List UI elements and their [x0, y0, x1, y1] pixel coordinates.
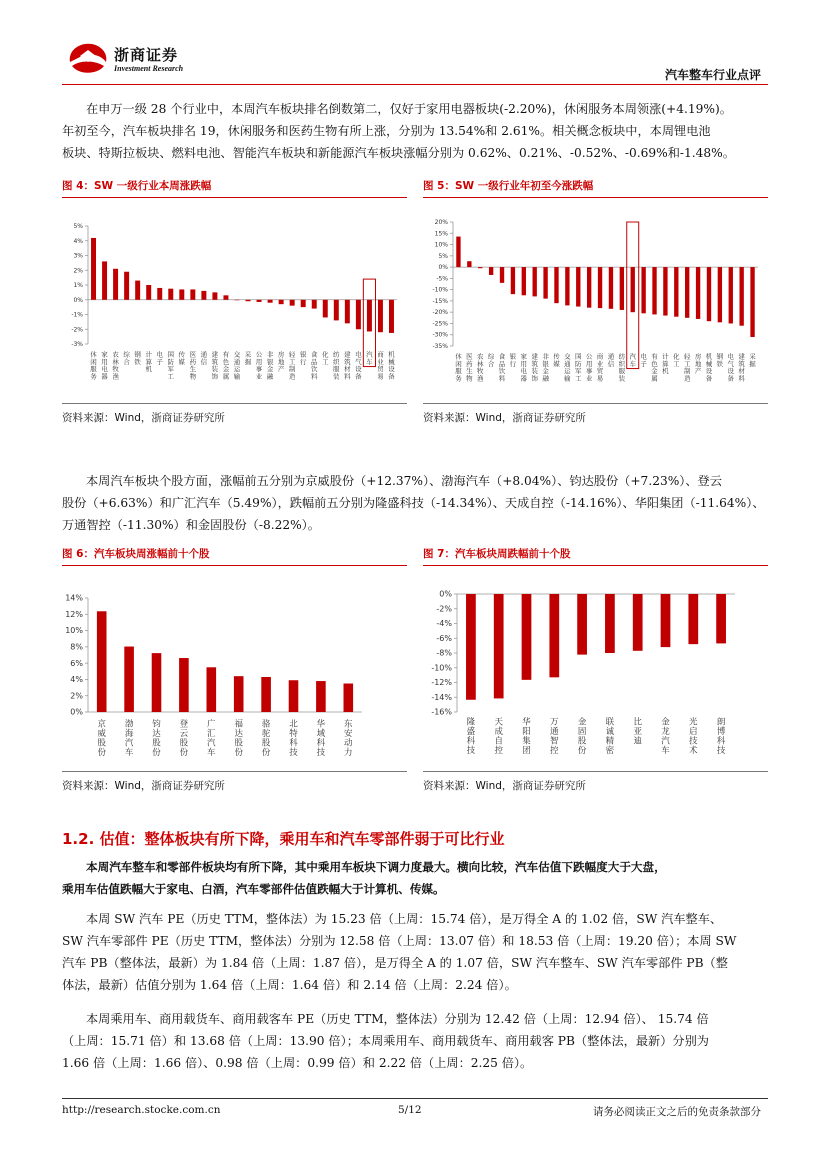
bar [234, 676, 244, 712]
page-number: 5/12 [398, 1104, 422, 1116]
text-line: 本周乘用车、商用载货车、商用载客车 PE（历史 TTM，整体法）分别为 12.42 倍（上周：12.94 倍）、 15.74 倍 [86, 1012, 709, 1026]
category-label: 朗博科技 [716, 717, 726, 757]
text-line: 1.66 倍（上周：1.66 倍）、0.98 倍（上周：0.99 倍）和 2.22 倍（上周：2.25 倍）。 [62, 1056, 533, 1070]
text-line: 乘用车估值跌幅大于家电、白酒，汽车零部件估值跌幅大于计算机、传媒。 [62, 882, 445, 896]
paragraph-stock-performance [62, 470, 768, 536]
y-tick-label: 8% [70, 642, 83, 652]
bar [207, 667, 217, 712]
y-tick-label: -10% [432, 286, 448, 294]
category-label: 交通运输 [233, 350, 241, 381]
figure-source: 资料来源：Wind，浙商证券研究所 [423, 412, 586, 424]
y-tick-label: 0% [438, 264, 448, 272]
category-label: 家用电器 [101, 350, 108, 381]
category-label: 农林牧渔 [112, 350, 119, 381]
bar [631, 267, 635, 312]
figure-source: 资料来源：Wind，浙商证券研究所 [62, 412, 225, 424]
bar [609, 267, 613, 309]
bar [522, 267, 526, 295]
category-label: 医药生物 [189, 350, 197, 381]
bar [152, 653, 162, 712]
bar [489, 267, 493, 275]
category-label: 广汇汽车 [207, 719, 216, 759]
category-label: 房地产 [694, 352, 702, 376]
category-label: 有色金属 [222, 350, 230, 381]
bar [124, 272, 129, 300]
bar [641, 267, 645, 313]
figure-5 [423, 198, 768, 404]
bar [478, 267, 482, 268]
bar [168, 289, 173, 300]
bar [290, 300, 295, 306]
y-tick-label: -35% [432, 343, 448, 350]
bar [533, 267, 537, 296]
category-label: 轻工制造 [683, 352, 691, 383]
category-label: 建筑装饰 [531, 352, 538, 383]
bar [212, 292, 217, 299]
category-label: 隆盛科技 [466, 717, 476, 757]
bar [565, 267, 569, 305]
category-label: 建筑材料 [738, 352, 745, 383]
category-label: 轻工制造 [288, 350, 296, 381]
category-label: 计算机 [662, 352, 669, 376]
bar [389, 300, 394, 333]
category-label: 家用电器 [520, 352, 528, 383]
bar [549, 594, 559, 677]
y-tick-label: 0% [439, 589, 452, 599]
category-label: 联诚精密 [605, 717, 615, 757]
figure-title: 图 5：SW 一级行业年初至今涨跌幅 [423, 178, 768, 198]
category-label: 化工 [673, 352, 680, 368]
category-label: 电子 [156, 350, 163, 366]
bar [102, 261, 107, 299]
bar [466, 594, 476, 700]
bar [356, 300, 361, 330]
category-label: 纺织服装 [333, 350, 340, 381]
bar [97, 611, 107, 712]
bar [633, 594, 643, 651]
y-tick-label: 5% [73, 223, 83, 230]
category-label: 钢铁 [134, 350, 141, 366]
y-tick-label: -2% [71, 326, 83, 334]
bar [268, 300, 273, 303]
bar [661, 594, 671, 647]
category-label: 北特科技 [289, 719, 298, 759]
bar [696, 267, 700, 319]
category-label: 医药生物 [466, 352, 473, 383]
category-label: 非银金融 [542, 352, 549, 383]
category-label: 建筑装饰 [211, 350, 219, 381]
bar [301, 300, 306, 307]
bar [246, 300, 251, 301]
category-label: 华域科技 [316, 719, 326, 759]
category-label: 食品饮料 [498, 352, 506, 383]
bar [344, 684, 354, 713]
text-line: 本周 SW 汽车 PE（历史 TTM，整体法）为 15.23 倍（上周：15.74 倍），是万得全 A 的 1.02 倍，SW 汽车整车、 [86, 912, 723, 926]
bar [750, 267, 754, 337]
category-label: 电气设备 [727, 352, 735, 383]
y-tick-label: 5% [438, 252, 448, 260]
y-tick-label: 14% [65, 593, 83, 603]
category-label: 综合 [487, 352, 495, 368]
y-tick-label: -16% [431, 707, 452, 717]
bar [577, 594, 587, 655]
figure-4 [62, 198, 407, 404]
bar [652, 267, 656, 314]
y-tick-label: -15% [432, 297, 448, 305]
category-label: 万通智控 [550, 717, 559, 757]
y-tick-label: 20% [434, 219, 448, 226]
bar [598, 267, 602, 308]
bar [179, 289, 184, 299]
bar [135, 281, 140, 300]
y-tick-label: -5% [436, 275, 448, 283]
y-tick-label: -1% [71, 311, 83, 319]
y-tick-label: -12% [431, 678, 452, 688]
y-tick-label: 2% [70, 691, 83, 701]
bar [334, 300, 339, 321]
bar [716, 594, 726, 643]
bar [234, 300, 239, 301]
category-label: 建筑材料 [344, 350, 351, 381]
figure-source: 资料来源：Wind，浙商证券研究所 [423, 780, 586, 792]
figure-7 [423, 566, 768, 772]
category-label: 登云股份 [179, 719, 189, 759]
category-label: 东安动力 [344, 719, 353, 759]
paragraph-valuation-summary [62, 856, 768, 900]
bar [113, 269, 118, 300]
category-label: 渤海汽车 [124, 719, 134, 759]
bar [663, 267, 667, 315]
y-tick-label: 2% [73, 267, 83, 275]
bar [511, 267, 515, 294]
bar [261, 677, 271, 712]
y-tick-label: 4% [70, 675, 83, 685]
text-line: 汽车 PB（整体法，最新）为 1.84 倍（上周：1.87 倍），是万得全 A 的 1.07 倍，SW 汽车整车、SW 汽车零部件 PB（整 [62, 956, 728, 970]
category-label: 通信 [607, 352, 615, 368]
category-label: 汽车 [629, 352, 636, 368]
y-tick-label: -20% [432, 309, 448, 317]
text-line: 股份（+6.63%）和广汇汽车（5.49%），跌幅前五分别为隆盛科技（-14.34%）、天成自控（-14.16%）、华阳集团（-11.64%）、 [62, 496, 765, 510]
top-gainers-chart [62, 566, 407, 771]
bar [91, 238, 96, 300]
bar [707, 267, 711, 321]
y-tick-label: -14% [431, 692, 452, 702]
category-label: 钧达股份 [152, 719, 161, 759]
category-label: 纺织服装 [618, 352, 626, 383]
y-tick-label: 15% [434, 230, 448, 238]
category-label: 机械设备 [705, 352, 713, 383]
weekly-industry-change-chart [62, 198, 407, 403]
y-tick-label: -6% [436, 633, 452, 643]
paragraph-industry-ranking [62, 98, 768, 164]
category-label: 传媒 [553, 352, 560, 368]
report-category: 汽车整车行业点评 [664, 68, 761, 82]
bar [739, 267, 743, 326]
footer-link[interactable]: http://research.stocke.com.cn [62, 1104, 221, 1116]
category-label: 商业贸易 [377, 350, 384, 381]
logo-icon [66, 40, 110, 76]
text-line: （上周：15.71 倍）和 13.68 倍（上周：13.90 倍）；本周乘用车、商用载货车、商用载客 PB（整体法，最新）分别为 [62, 1034, 709, 1048]
bar [587, 267, 591, 308]
category-label: 电气设备 [355, 350, 362, 381]
y-tick-label: -2% [436, 604, 452, 614]
category-label: 房地产 [277, 350, 285, 374]
category-label: 采掘 [244, 350, 252, 366]
text-line: 年初至今，汽车板块排名 19，休闲服务和医药生物有所上涨，分别为 13.54%和 2.61%。相关概念板块中，本周锂电池 [62, 124, 711, 138]
category-label: 国防军工 [575, 352, 582, 383]
paragraph-pe-pb [62, 908, 768, 996]
category-label: 福达股份 [234, 719, 243, 759]
figure-title: 图 4：SW 一级行业本周涨跌幅 [62, 178, 407, 198]
y-tick-label: 0% [73, 296, 83, 304]
category-label: 传媒 [178, 350, 186, 366]
bar [378, 300, 383, 332]
bar [201, 291, 206, 300]
section-heading: 1.2. 估值：整体板块有所下降，乘用车和汽车零部件弱于可比行业 [62, 830, 505, 848]
category-label: 食品饮料 [310, 350, 318, 381]
y-tick-label: -10% [431, 663, 452, 673]
y-tick-label: 10% [434, 241, 448, 249]
bar [467, 261, 471, 267]
category-label: 化工 [322, 350, 329, 366]
y-tick-label: 6% [70, 658, 83, 668]
category-label: 交通运输 [564, 352, 571, 383]
y-tick-label: 1% [73, 282, 83, 289]
category-label: 采掘 [749, 352, 756, 368]
category-label: 汽车 [366, 350, 373, 366]
text-line: 万通智控（-11.30%）和金固股份（-8.22%）。 [62, 518, 320, 532]
category-label: 有色金属 [651, 352, 658, 383]
category-label: 计算机 [145, 350, 152, 374]
bar [456, 237, 460, 268]
text-line: 在申万一级 28 个行业中，本周汽车板块排名倒数第二，仅好于家用电器板块(-2.20%)，休闲服务本周领涨(+4.19%)。 [86, 102, 732, 116]
top-losers-chart [423, 566, 768, 771]
bar [685, 267, 689, 318]
bar [729, 267, 733, 323]
logo-subtext: Investment Research [114, 64, 184, 73]
text-line: 本周汽车整车和零部件板块均有所下降，其中乘用车板块下调力度最大。横向比较，汽车估值下跌幅度大于大盘， [86, 860, 666, 874]
logo-text: 浙商证券 [114, 46, 179, 64]
y-tick-label: 0% [70, 707, 83, 717]
bar [345, 300, 350, 324]
category-label: 比亚迪 [633, 717, 642, 747]
figure-source: 资料来源：Wind，浙商证券研究所 [62, 780, 225, 792]
bar [620, 267, 624, 310]
category-label: 机械设备 [388, 350, 395, 381]
bar [279, 300, 284, 304]
bar [312, 300, 317, 309]
bar [190, 289, 195, 299]
bar [543, 267, 547, 299]
figure-title: 图 6：汽车板块周涨幅前十个股 [62, 546, 407, 566]
y-tick-label: 4% [73, 237, 83, 245]
category-label: 骆驼股份 [261, 719, 271, 759]
bar [605, 594, 615, 653]
figure-6 [62, 566, 407, 772]
bar [494, 594, 504, 698]
category-label: 农林牧渔 [476, 352, 484, 383]
category-label: 金龙汽车 [661, 717, 670, 757]
figure-title: 图 7：汽车板块周跌幅前十个股 [423, 546, 768, 566]
footer-divider [62, 1098, 768, 1099]
category-label: 钢铁 [716, 352, 724, 368]
bar [157, 288, 162, 300]
ytd-industry-change-chart [423, 198, 768, 403]
category-label: 公用事业 [255, 350, 263, 381]
text-line: 体法，最新）估值分别为 1.64 倍（上周：1.64 倍）和 2.14 倍（上周：2.24 倍）。 [62, 978, 517, 992]
bar [576, 267, 580, 306]
y-tick-label: 3% [73, 252, 83, 260]
bar [124, 647, 134, 712]
category-label: 国防军工 [167, 350, 175, 381]
y-tick-label: 10% [65, 626, 83, 636]
category-label: 商业贸易 [596, 352, 604, 383]
y-tick-label: -3% [71, 341, 83, 348]
y-tick-label: -30% [432, 331, 448, 339]
category-label: 天成自控 [494, 717, 503, 757]
category-label: 综合 [123, 350, 130, 366]
category-label: 银行 [509, 352, 517, 368]
category-label: 银行 [299, 350, 307, 366]
bar [179, 658, 189, 712]
bar [323, 300, 328, 318]
y-tick-label: -8% [436, 648, 452, 658]
category-label: 京威股份 [97, 719, 106, 759]
category-label: 电子 [640, 352, 647, 368]
bar [223, 295, 228, 299]
text-line: 本周汽车板块个股方面，涨幅前五分别为京威股份（+12.37%）、渤海汽车（+8.04%）、钧达股份（+7.23%）、登云 [86, 474, 722, 488]
y-tick-label: 12% [65, 609, 83, 619]
text-line: 板块、特斯拉板块、燃料电池、智能汽车板块和新能源汽车板块涨幅分别为 0.62%、0.21%、-0.52%、-0.69%和-1.48%。 [62, 146, 735, 160]
header-divider [62, 84, 768, 85]
bar [718, 267, 722, 322]
bar [146, 285, 151, 300]
category-label: 通信 [200, 350, 208, 366]
category-label: 休闲服务 [455, 352, 462, 383]
bar [316, 681, 326, 712]
bar [367, 300, 372, 332]
category-label: 公用事业 [585, 352, 593, 383]
bar [257, 300, 262, 302]
category-label: 非银金融 [266, 350, 274, 381]
bar [688, 594, 698, 644]
category-label: 光启技术 [689, 717, 698, 757]
bar [522, 594, 532, 680]
bar [674, 267, 678, 317]
footer-disclaimer: 请务必阅读正文之后的免责条款部分 [593, 1106, 761, 1118]
paragraph-segment-valuation [62, 1008, 768, 1074]
category-label: 华阳集团 [522, 717, 531, 757]
bar [289, 680, 299, 712]
category-label: 休闲服务 [90, 350, 97, 381]
y-tick-label: -4% [436, 619, 452, 629]
y-tick-label: -25% [432, 320, 448, 328]
text-line: SW 汽车零部件 PE（历史 TTM，整体法）分别为 12.58 倍（上周：13.07 倍）和 18.53 倍（上周：19.20 倍）；本周 SW [62, 934, 737, 948]
bar [500, 267, 504, 283]
category-label: 金固股份 [577, 717, 587, 757]
bar [554, 267, 558, 303]
